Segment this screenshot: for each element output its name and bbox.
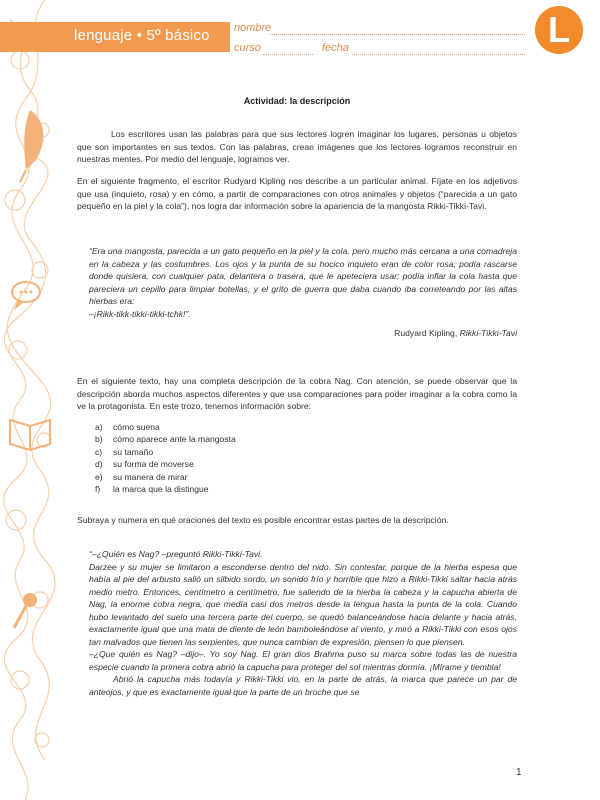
microphone-icon: [14, 593, 37, 628]
separator: •: [136, 27, 143, 44]
list-item: b) cómo aparece ante la mangosta: [95, 434, 236, 445]
subject-label: lenguaje: [74, 27, 133, 44]
list-item: d) su forma de moverse: [95, 459, 194, 470]
name-label: nombre: [234, 22, 272, 34]
name-field[interactable]: [270, 34, 525, 35]
header: [0, 0, 600, 55]
list-item: a) cómo suena: [95, 422, 160, 432]
course-field[interactable]: [263, 54, 313, 55]
course-label: curso: [234, 42, 261, 54]
quote2-last: Abrió la capucha más todavía y Rikki-Tikki vio, en la parte de atrás, la marca que parece un par de anteojos, y que es exactamente igual que la parte de un broche que se: [89, 674, 517, 697]
page-title: Actividad: la descripción: [243, 96, 351, 106]
open-book-icon: [10, 420, 50, 450]
list-item: e) su manera de mirar: [95, 471, 188, 482]
date-field[interactable]: [352, 54, 525, 55]
instruction: Subraya y numera en qué oraciones del texto es posible encontrar estas partes de la descripción.: [77, 515, 449, 525]
quote2-body: Darzee y su mujer se limitaron a esconderse dentro del nido. Sin contestar, porque de la hierba espesa que había al pie del arbusto salió un silbido sordo, un sonido frío y horrible que hizo a Rikki-Tikki saltar hacia atrás medio metro. Entonces, centímetro a centímetro, fue saliendo de la hierba la cabeza y la capucha abierta de Nag, la enorme cobra negra, que medía casi dos metros desde la lengua hasta la punta de la cola. Cuando hubo levantado del suelo una tercera parte del cuerpo, se quedó balanceándose hacia delante y hacia atrás, exactamente igual que una mata de diente de león bamboleándose al viento, y miró a Rikki-Tikki con esos ojos tan malvados que tienen las serpientes, que nunca cambian de expresión, piensen lo que piensen.: [89, 561, 517, 647]
list-item: c) su tamaño: [95, 446, 154, 457]
cobra-quote: [89, 548, 517, 698]
quote2-dialogue: –¿Que quién es Nag? –dijo–. Yo soy Nag. El gran dios Brahma puso su marca sobre todas las de nuestra especie cuando la primera cobra abrió la capucha para proteger del sol mientras dormía. ¡Mírame y tiembla!: [89, 649, 517, 672]
quote-attribution: [300, 328, 517, 338]
mongoose-quote: [89, 245, 517, 320]
lenguaje-logo: L: [535, 6, 583, 54]
sidebar-decoration: [0, 0, 62, 800]
quote-text: “Era una mangosta, parecida a un gato pequeño en la piel y la cola, pero mucho más cercana a una comadreja en la cabeza y las costumbres. Los ojos y la punta de su hocico inquieto eran de color rosa; podía rascarse donde quisiera, con cualquier pata, delantera o trasera, que le apeteciera usar; podía inflar la cola hasta que pareciera un cepillo para limpiar botellas, y el grito de guerra que daba cuando iba correteando por las altas hierbas era:: [89, 246, 517, 306]
page-number: 1: [516, 767, 522, 778]
subject-title: [74, 27, 210, 44]
list-item: f) la marca que la distingue: [95, 484, 209, 495]
quote-cry: –¡Rikk-tikk-tikki-tikki-tchk!”.: [89, 308, 191, 319]
kipling-paragraph: En el siguiente fragmento, el escritor Rudyard Kipling nos describe a un particular animal. Fíjate en los adjetivos que usa (inquieto, rosa) y en cómo, a partir de comparaciones con otros animales y objetos (“parecida a un gato pequeño en la piel y la cola”), nos logra dar información sobre la apariencia de la mangosta Rikki-Tikki-Tavi.: [77, 176, 517, 211]
intro-paragraph: Los escritores usan las palabras para que sus lectores logren imaginar los lugares, personas u objetos que son importantes en sus textos. Con las palabras, crean imágenes que los lectores logramos reconstruir en nuestras mentes. Por medio del lenguaje, logramos ver.: [77, 129, 517, 164]
attribution-author: Rudyard Kipling,: [394, 328, 460, 338]
grade-label: 5º básico: [146, 27, 210, 44]
attribution-title: Rikki-Tikki-Tavi: [459, 328, 517, 338]
quote2-line1: “–¿Quién es Nag? –preguntó Rikki-Tikki-Tavi.: [89, 549, 263, 559]
aspect-list: [95, 421, 236, 495]
speech-bubble-icon: [12, 282, 40, 310]
nag-paragraph: En el siguiente texto, hay una completa descripción de la cobra Nag. Con atención, se puede observar que la descripción aborda muchos aspectos diferentes y que usa comparaciones para poder imaginar a la cobra como la ve la protagonista. En este trozo, tenemos información sobre:: [77, 376, 517, 411]
date-label: fecha: [322, 42, 349, 54]
